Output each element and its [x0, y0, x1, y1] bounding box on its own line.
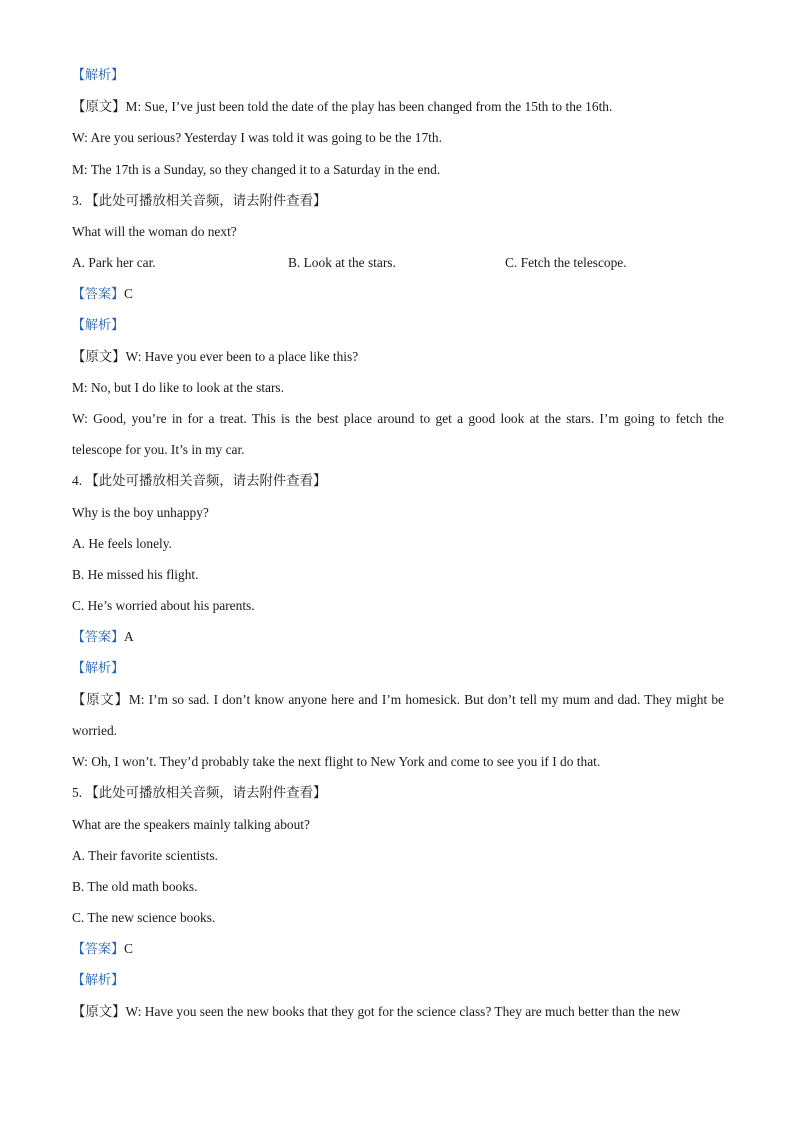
transcript-line: 【原文】W: Have you seen the new books that they got for the science class? They are much better than the new [72, 1003, 681, 1019]
document-page [72, 60, 724, 1027]
analysis-heading: 【解析】 [72, 660, 125, 676]
transcript-line: W: Are you serious? Yesterday I was told it was going to be the 17th. [72, 130, 442, 146]
answer-line [72, 933, 724, 964]
question-5-text: What are the speakers mainly talking about? [72, 816, 310, 832]
answer-line [72, 278, 724, 309]
question-3-options [72, 247, 724, 278]
question-4-number: 4. 【此处可播放相关音频，请去附件查看】 [72, 473, 327, 489]
question-3-number: 3. 【此处可播放相关音频，请去附件查看】 [72, 192, 327, 208]
question-3-text: What will the woman do next? [72, 223, 237, 239]
option-c: C. Fetch the telescope. [505, 255, 627, 271]
option-a: A. Park her car. [72, 255, 156, 271]
analysis-heading: 【解析】 [72, 68, 125, 83]
question-5-number: 5. 【此处可播放相关音频，请去附件查看】 [72, 785, 327, 801]
answer-line [72, 621, 724, 652]
transcript-line: 【原文】M: Sue, I’ve just been told the date of the play has been changed from the 15th to the 16th. [72, 99, 613, 115]
analysis-heading: 【解析】 [72, 972, 125, 988]
option-b: B. The old math books. [72, 878, 198, 894]
answer-label: 【答案】 [72, 287, 125, 303]
transcript-paragraph: W: Good, you’re in for a treat. This is the best place around to get a good look at the stars. I’m going to fetch the telescope for you. It’s in my car. [72, 411, 724, 458]
answer-label: 【答案】 [72, 630, 125, 646]
question-4-text: Why is the boy unhappy? [72, 504, 209, 520]
transcript-line: W: Oh, I won’t. They’d probably take the next flight to New York and come to see you if I do that. [72, 754, 601, 770]
answer-value: A [124, 629, 134, 645]
answer-label: 【答案】 [72, 942, 125, 958]
option-c: C. The new science books. [72, 910, 216, 926]
option-a: A. Their favorite scientists. [72, 847, 218, 863]
transcript-line: 【原文】W: Have you ever been to a place like this? [72, 348, 359, 364]
transcript-line: M: The 17th is a Sunday, so they changed it to a Saturday in the end. [72, 161, 441, 177]
analysis-heading: 【解析】 [72, 317, 125, 333]
answer-value: C [124, 286, 133, 302]
answer-value: C [124, 941, 133, 957]
option-a: A. He feels lonely. [72, 535, 172, 551]
transcript-line: M: No, but I do like to look at the stars. [72, 379, 284, 395]
transcript-paragraph: 【原文】M: I’m so sad. I don’t know anyone here and I’m homesick. But don’t tell my mum and dad. They might be worried. [72, 691, 724, 738]
option-b: B. Look at the stars. [288, 255, 396, 271]
option-b: B. He missed his flight. [72, 567, 199, 583]
option-c: C. He’s worried about his parents. [72, 598, 255, 614]
